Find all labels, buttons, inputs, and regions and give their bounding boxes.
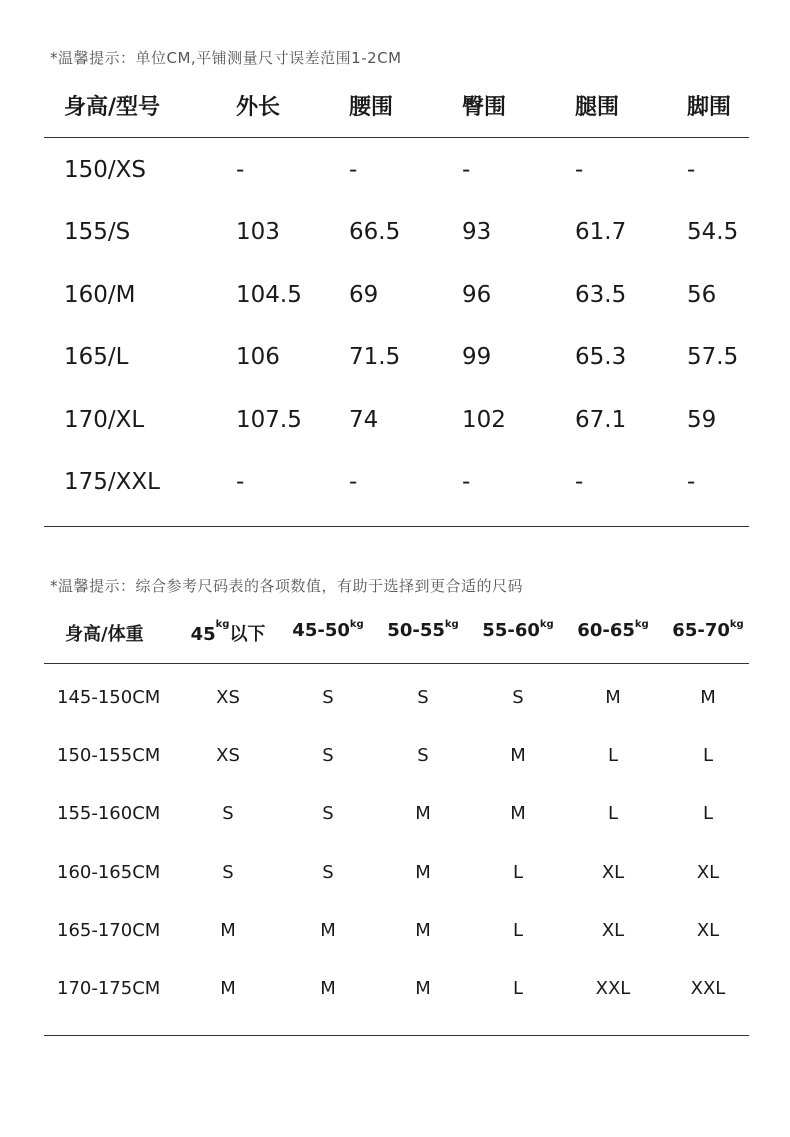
recommended-size: M [510,745,526,766]
recommended-size: L [512,978,524,999]
measurement-value: 54.5 [687,219,739,245]
weight-unit: kg [729,619,744,630]
column-header: 腰围 [349,95,394,120]
measurement-value: 107.5 [236,407,302,433]
measurement-value: 93 [462,219,492,245]
recommended-size: S [222,803,234,824]
weight-unit: kg [444,619,459,630]
recommended-size: L [702,745,714,766]
measurement-value: - [462,469,471,495]
recommended-size: M [220,978,236,999]
weight-range: 45 [190,624,216,645]
size-label: 155/S [64,219,131,245]
recommended-size: XL [696,862,720,883]
weight-table-bottom-divider [44,1035,749,1036]
recommended-size: L [512,920,524,941]
measurement-value: 61.7 [575,219,627,245]
weight-range: 60-65 [577,620,635,641]
weight-unit: kg [215,619,230,630]
weight-unit: kg [349,619,364,630]
height-range: 150-155CM [57,745,161,766]
measurement-value: 59 [687,407,717,433]
column-header: 脚围 [687,95,732,120]
measurement-value: - [236,469,245,495]
size-label: 170/XL [64,407,145,433]
height-range: 170-175CM [57,978,161,999]
measurement-value: - [575,157,584,183]
recommended-size: XXL [690,978,726,999]
size-recommendation-note: *温馨提示：综合参考尺码表的各项数值，有助于选择到更合适的尺码 [50,577,524,595]
weight-range: 65-70 [672,620,730,641]
measurement-value: 102 [462,407,506,433]
measurement-value: - [687,157,696,183]
recommended-size: M [415,803,431,824]
size-label: 150/XS [64,157,147,183]
recommended-size: XL [601,862,625,883]
column-header: 外长 [236,95,281,120]
weight-header-divider [44,663,749,664]
weight-column-header [188,620,268,646]
recommended-size: M [510,803,526,824]
weight-column-header [288,620,368,641]
header-divider [44,137,749,138]
measurement-value: - [575,469,584,495]
size-label: 165/L [64,344,129,370]
measurement-value: 67.1 [575,407,627,433]
column-header: 腿围 [575,95,620,120]
column-header: 身高/型号 [64,95,161,120]
recommended-size: XL [601,920,625,941]
height-range: 155-160CM [57,803,161,824]
recommended-size: S [322,862,334,883]
recommended-size: XL [696,920,720,941]
recommended-size: L [607,803,619,824]
measurement-value: 96 [462,282,492,308]
recommended-size: L [512,862,524,883]
recommended-size: S [222,862,234,883]
weight-unit: kg [539,619,554,630]
weight-column-header [668,620,748,641]
weight-range: 55-60 [482,620,540,641]
recommended-size: M [605,687,621,708]
measurement-value: 63.5 [575,282,627,308]
measurement-value: 57.5 [687,344,739,370]
measurement-value: - [349,469,358,495]
recommended-size: M [415,920,431,941]
recommended-size: XS [216,745,240,766]
measurement-value: 56 [687,282,717,308]
weight-column-header [573,620,653,641]
weight-column-header [478,620,558,641]
recommended-size: M [320,920,336,941]
recommended-size: S [322,687,334,708]
height-weight-header: 身高/体重 [65,624,144,645]
recommended-size: M [320,978,336,999]
recommended-size: L [607,745,619,766]
recommended-size: XXL [595,978,631,999]
measurement-value: 74 [349,407,379,433]
recommended-size: XS [216,687,240,708]
column-header: 臀围 [462,95,507,120]
weight-column-header [383,620,463,641]
weight-range: 45-50 [292,620,350,641]
recommended-size: S [512,687,524,708]
recommended-size: M [220,920,236,941]
measurement-value: 103 [236,219,280,245]
measurement-value: 69 [349,282,379,308]
recommended-size: S [417,745,429,766]
measurement-value: - [462,157,471,183]
recommended-size: M [700,687,716,708]
recommended-size: L [702,803,714,824]
measurement-value: - [236,157,245,183]
measurement-value: 65.3 [575,344,627,370]
table-bottom-divider [44,526,749,527]
weight-suffix: 以下 [229,624,266,645]
weight-unit: kg [634,619,649,630]
recommended-size: M [415,862,431,883]
recommended-size: S [322,803,334,824]
size-label: 160/M [64,282,136,308]
size-label: 175/XXL [64,469,160,495]
measurement-value: - [687,469,696,495]
measurement-value: 104.5 [236,282,302,308]
height-range: 145-150CM [57,687,161,708]
recommended-size: M [415,978,431,999]
measurement-value: 99 [462,344,492,370]
recommended-size: S [322,745,334,766]
recommended-size: S [417,687,429,708]
measurement-value: - [349,157,358,183]
weight-range: 50-55 [387,620,445,641]
measurement-value: 71.5 [349,344,401,370]
measurement-value: 66.5 [349,219,401,245]
height-range: 160-165CM [57,862,161,883]
measurement-value: 106 [236,344,280,370]
measurement-note: *温馨提示：单位CM,平铺测量尺寸误差范围1-2CM [50,49,402,67]
height-range: 165-170CM [57,920,161,941]
